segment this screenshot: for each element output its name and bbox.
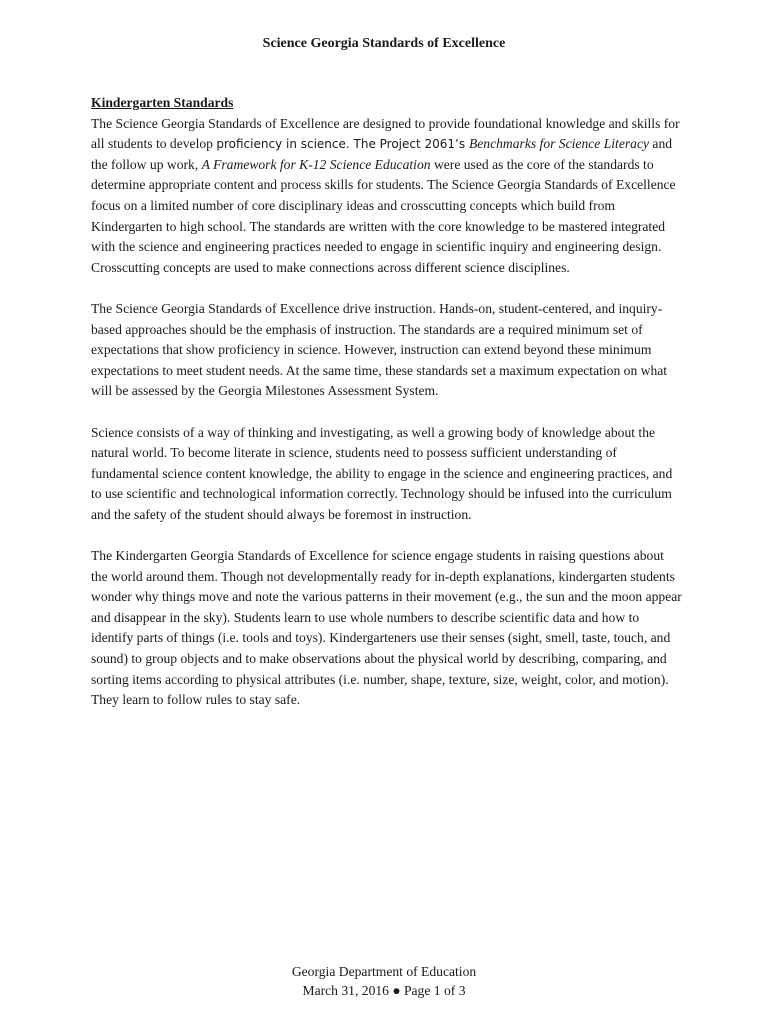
benchmarks-title: Benchmarks for Science Literacy [468,136,650,152]
document-title: Science Georgia Standards of Excellence [262,36,506,51]
page-footer [0,962,768,1000]
framework-title: A Framework for K-12 Science Education [201,156,431,172]
document-body [91,93,683,711]
paragraph-intro [91,114,683,279]
paragraph-kindergarten: The Kindergarten Georgia Standards of Excellence for science engage students in raising questions about the world around them. Though not developmentally ready for in-depth explanations, kindergarten students wonder why things move and note the various patterns in their movement (e.g., the sun and the moon appear and disappear in the sky). Students learn to use whole numbers to describe scientific data and how to identify parts of things (i.e. tools and toys). Kindergarteners use their senses (sight, smell, taste, touch, and sound) to group objects and to make observations about the physical world by describing, comparing, and sorting items according to physical attributes (i.e. number, shape, texture, size, weight, color, and motion). They learn to follow rules to stay safe. [91,548,682,708]
footer-organization: Georgia Department of Education [291,964,477,979]
section-heading: Kindergarten Standards [91,95,234,110]
footer-date-page: March 31, 2016 ● Page 1 of 3 [302,983,466,998]
paragraph-science-literacy: Science consists of a way of thinking and investigating, as well a growing body of knowledge about the natural world. To become literate in science, students need to possess sufficient understanding of fundamental science content knowledge, the ability to engage in the science and engineering practices, and to use scientific and technological information correctly. Technology should be infused into the curriculum and the safety of the student should always be foremost in instruction. [91,424,673,522]
paragraph-instruction: The Science Georgia Standards of Excellence drive instruction. Hands-on, student-centered, and inquiry-based approaches should be the emphasis of instruction. The standards are a required minimum set of expectations that show proficiency in science. However, instruction can extend beyond these minimum expectations to meet student needs. At the same time, these standards set a maximum expectation on what will be assessed by the Georgia Milestones Assessment System. [91,300,668,399]
paragraph-intro-text-d: and the follow up work, [91,136,673,172]
paragraph-intro-text-b: proficiency in science. The Project 2061’s [216,137,469,152]
paragraph-intro-text-f: were used as the core of the standards to determine appropriate content and process skills for students. The Science Georgia Standards of Excellence focus on a limited number of core disciplinary ideas and crosscutting concepts which build from Kindergarten to high school. The standards are written with the core knowledge to be mastered integrated with the science and engineering practices needed to engage in scientific inquiry and engineering design. Crosscutting concepts are used to make connections across different science disciplines. [91,156,676,275]
paragraph-intro-text-a: The Science Georgia Standards of Excellence are designed to provide foundational knowledge and skills for all students to develop [91,115,680,152]
